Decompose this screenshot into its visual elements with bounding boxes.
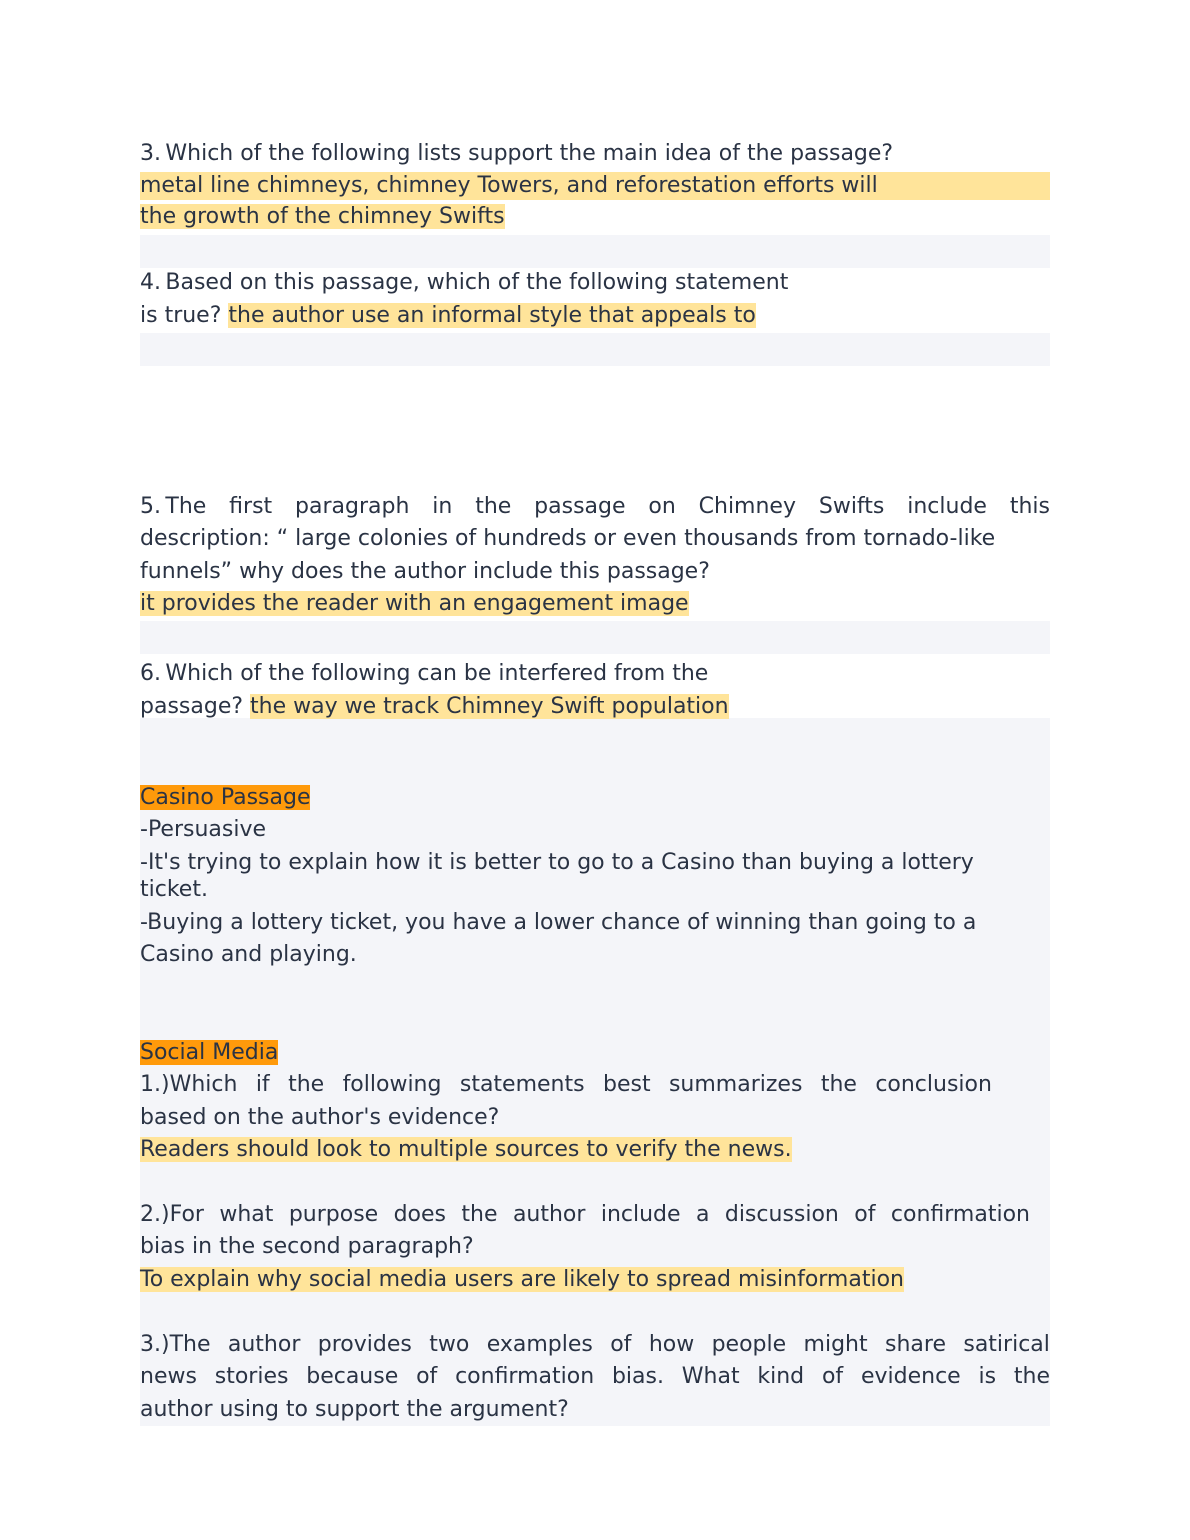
q4-answer-highlight: the author use an informal style that appeals to bbox=[228, 303, 756, 328]
q5-answer-line bbox=[140, 590, 689, 620]
shaded-band bbox=[140, 621, 1050, 654]
social-q2-answer-highlight: To explain why social media users are likely to spread misinformation bbox=[140, 1267, 904, 1292]
casino-heading-line bbox=[140, 784, 310, 814]
social-q2-answer-line bbox=[140, 1266, 904, 1296]
casino-line4: -Buying a lottery ticket, you have a lower chance of winning than going to a bbox=[140, 910, 977, 935]
social-q1-answer-line bbox=[140, 1136, 792, 1166]
social-q3-line1: 3.)The author provides two examples of how people might share satirical bbox=[140, 1332, 1050, 1357]
social-q1-answer-highlight: Readers should look to multiple sources to verify the news. bbox=[140, 1137, 792, 1162]
q5-answer-highlight: it provides the reader with an engagement image bbox=[140, 591, 689, 616]
q4-question-line2 bbox=[140, 302, 756, 332]
social-q2-line2: bias in the second paragraph? bbox=[140, 1234, 474, 1259]
social-heading-line bbox=[140, 1039, 278, 1069]
shaded-band bbox=[140, 333, 1050, 366]
q5-question-line3: funnels” why does the author include this passage? bbox=[140, 559, 710, 584]
casino-line5: Casino and playing. bbox=[140, 942, 357, 967]
social-q1-line1: 1.)Which if the following statements best summarizes the conclusion bbox=[140, 1072, 992, 1097]
social-heading: Social Media bbox=[140, 1040, 279, 1065]
social-q2-line1: 2.)For what purpose does the author include a discussion of confirmation bbox=[140, 1202, 1030, 1227]
casino-line2: -It's trying to explain how it is better to go to a Casino than buying a lottery bbox=[140, 850, 974, 875]
q3-question: 3. Which of the following lists support the main idea of the passage? bbox=[140, 141, 894, 166]
social-q1-line2: based on the author's evidence? bbox=[140, 1105, 500, 1130]
casino-line1: -Persuasive bbox=[140, 817, 267, 842]
q5-question-line1: 5. The first paragraph in the passage on Chimney Swifts include this bbox=[140, 494, 1050, 519]
q6-question-line2 bbox=[140, 693, 729, 723]
q6-question-line1: 6. Which of the following can be interfered from the bbox=[140, 661, 709, 686]
q3-answer-highlight: the growth of the chimney Swifts bbox=[140, 204, 505, 229]
q4-question-text: is true? bbox=[140, 303, 222, 328]
q3-answer-line1 bbox=[140, 172, 1050, 202]
q3-answer-highlight: metal line chimneys, chimney Towers, and reforestation efforts will bbox=[140, 172, 1050, 200]
q3-answer-line2 bbox=[140, 203, 505, 233]
social-q3-line3: author using to support the argument? bbox=[140, 1397, 569, 1422]
casino-line3: ticket. bbox=[140, 877, 208, 902]
shaded-band bbox=[140, 235, 1050, 268]
casino-heading: Casino Passage bbox=[140, 785, 311, 810]
q5-question-line2: description: “ large colonies of hundreds or even thousands from tornado-like bbox=[140, 526, 996, 551]
q6-question-text: passage? bbox=[140, 694, 244, 719]
q4-question-line1: 4. Based on this passage, which of the following statement bbox=[140, 270, 789, 295]
q6-answer-highlight: the way we track Chimney Swift population bbox=[250, 694, 729, 719]
social-q3-line2: news stories because of confirmation bias. What kind of evidence is the bbox=[140, 1364, 1050, 1389]
